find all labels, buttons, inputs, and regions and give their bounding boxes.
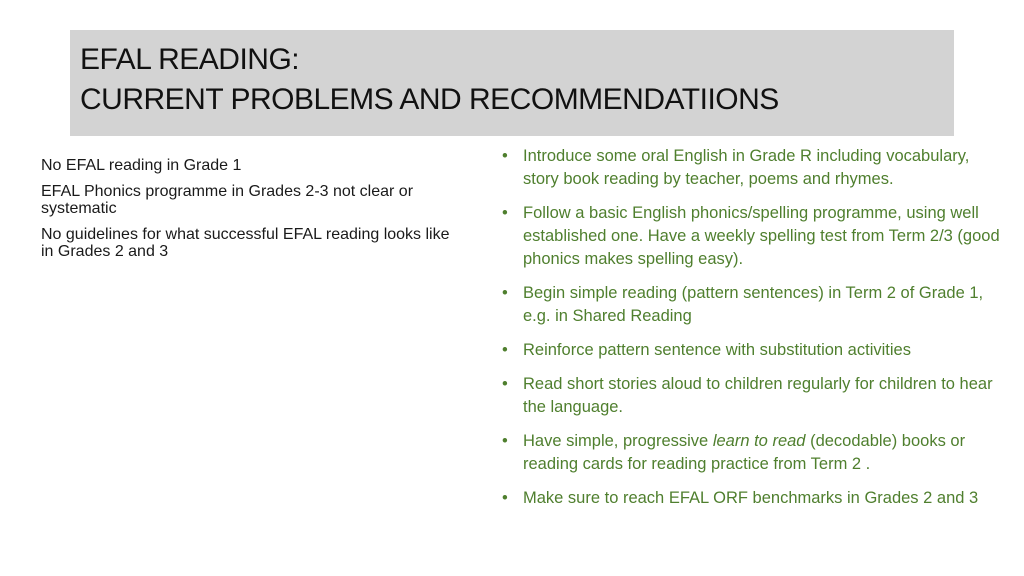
recommendation-text <box>523 432 965 473</box>
recommendation-item <box>502 430 1002 476</box>
recommendation-text-after: (decodable) books or reading cards for reading practice from Term 2 . <box>523 432 966 473</box>
recommendation-text: Read short stories aloud to children regularly for children to hear the language. <box>523 375 993 416</box>
problem-item: No guidelines for what successful EFAL reading looks like in Grades 2 and 3 <box>41 226 450 260</box>
title-banner <box>70 30 954 136</box>
problem-item: No EFAL reading in Grade 1 <box>41 157 242 174</box>
recommendation-text: Make sure to reach EFAL ORF benchmarks in Grades 2 and 3 <box>523 489 979 507</box>
recommendation-text: Reinforce pattern sentence with substitution activities <box>523 341 911 359</box>
recommendation-item <box>502 282 1002 328</box>
recommendations-list <box>502 145 1002 521</box>
bullet-icon: • <box>502 341 508 359</box>
bullet-icon: • <box>502 284 508 302</box>
bullet-icon: • <box>502 432 508 450</box>
recommendation-item <box>502 145 1002 191</box>
recommendation-item <box>502 202 1002 271</box>
bullet-icon: • <box>502 489 508 507</box>
recommendation-text: Follow a basic English phonics/spelling programme, using well established one. Have a weekly spelling test from Term 2/3 (good phonics makes spelling easy). <box>523 204 1000 268</box>
problem-item: EFAL Phonics programme in Grades 2-3 not clear or systematic <box>41 183 414 217</box>
recommendation-item <box>502 487 1002 510</box>
bullet-icon: • <box>502 204 508 222</box>
recommendation-item <box>502 339 1002 362</box>
title-line-2: CURRENT PROBLEMS AND RECOMMENDATIIONS <box>80 83 779 116</box>
recommendation-text-emphasis: learn to read <box>712 432 806 450</box>
recommendation-text: Introduce some oral English in Grade R including vocabulary, story book reading by teacher, poems and rhymes. <box>523 147 970 188</box>
recommendation-text-before: Have simple, progressive <box>523 432 713 450</box>
bullet-icon: • <box>502 375 508 393</box>
recommendation-text: Begin simple reading (pattern sentences) in Term 2 of Grade 1, e.g. in Shared Reading <box>523 284 984 325</box>
bullet-icon: • <box>502 147 508 165</box>
title-line-1: EFAL READING: <box>80 43 300 76</box>
problems-list <box>41 157 461 269</box>
recommendation-item <box>502 373 1002 419</box>
